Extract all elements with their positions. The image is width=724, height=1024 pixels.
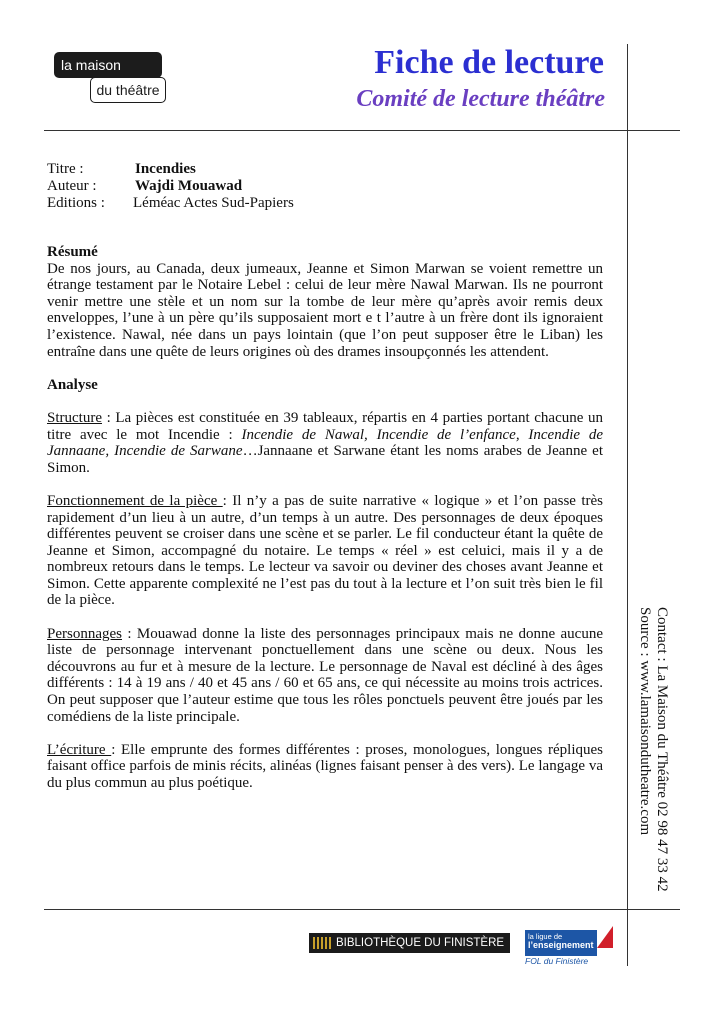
fol-text: FOL du Finistère: [525, 956, 589, 966]
vertical-divider: [627, 44, 628, 966]
side-contact-info: [636, 607, 670, 892]
logo-bottom-text: du théâtre: [90, 77, 166, 103]
page-title: Fiche de lecture: [374, 44, 604, 81]
red-flag-icon: [597, 926, 613, 948]
bibliotheque-finistere-logo: [309, 933, 510, 953]
ligue-enseignement-logo: [525, 926, 615, 966]
fonctionnement-label: Fonctionnement de la pièce: [47, 492, 223, 509]
resume-heading: Résumé: [47, 244, 98, 260]
structure-text-a: : La pièces est constituée en 39 tableaux, répartis en 4 parties portant chacune un titre avec le mot Incendie :: [47, 409, 603, 443]
resume-text: De nos jours, au Canada, deux jumeaux, Jeanne et Simon Marwan se voient remettre un étrange testament par le Notaire Lebel : celui de leur mère Nawal Marwan. Ils ne pourront venir mettre une stèle et un nom sur la tombe de leur mère qu’après avoir remis deux enveloppes, l’une à un père qu’ils supposaient mort e t l’autre à un frère dont ils ignoraient l’existence. Nawal, née dans un pays lointain (que l’on peut supposer être le Liban) les entraîne dans une quête de leurs origines où des drames insoupçonnés les attendent.: [47, 260, 603, 360]
editions-value: Léméac Actes Sud-Papiers: [133, 195, 294, 211]
structure-label: Structure: [47, 409, 102, 426]
personnages-paragraph: [47, 626, 603, 726]
personnages-text: : Mouawad donne la liste des personnages principaux mais ne donne aucune liste de personnage intervenant ponctuellement dans une scène ou deux. Nous les découvrons au fur et à mesure de la lecture. Le personnage de Naval est décliné à des âges différents : 14 à 19 ans / 40 et 45 ans / 60 et 65 ans, ce qui nécessite au moins trois actrices. On peut supposer que l’auteur estime que tous les rôles ponctuels peuvent être joués par les comédiens de la liste principale.: [47, 625, 603, 725]
structure-text-b: …Jannaane et Sarwane étant les noms arabes de Jeanne et Simon.: [47, 443, 604, 476]
biblio-text: BIBLIOTHÈQUE DU FINISTÈRE: [336, 937, 505, 949]
personnages-label: Personnages: [47, 625, 122, 642]
titre-value: Incendies: [135, 161, 196, 177]
page-subtitle: Comité de lecture théâtre: [356, 86, 605, 112]
auteur-value: Wajdi Mouawad: [135, 178, 243, 194]
auteur-label: Auteur :: [47, 178, 97, 194]
ecriture-text: : Elle emprunte des formes différentes : proses, monologues, longues répliques faisant office parfois de minis récits, alinéas (lignes faisant penser à des vers). Le langage va du plus commun au plus poétique.: [47, 741, 603, 791]
ligue-box: [525, 930, 597, 956]
maison-du-theatre-logo: [46, 46, 171, 112]
barcode-icon: [313, 937, 331, 949]
top-divider: [44, 130, 680, 131]
contact-line: Contact : La Maison du Théâtre 02 98 47 33 42: [654, 607, 670, 892]
ligue-big-text: l’enseignement: [528, 940, 594, 950]
review-body: [47, 244, 603, 792]
source-line: Source : www.lamaisondutheatre.com: [637, 607, 653, 836]
structure-paragraph: [47, 410, 603, 476]
bottom-divider: [44, 909, 680, 910]
fonctionnement-text: : Il n’y a pas de suite narrative « logique » et l’on passe très rapidement d’un lieu à un autre, d’un temps à un autre. Des personnages de deux époques différentes peuvent se croiser dans une scène et se parler. Le fil conducteur étant la quête de Jeanne et Simon, accompagné du notaire. Le temps « réel » est celuici, mais il y a de nombreux retours dans le temps. Le lecteur va savoir ou deviner des choses avant Jeanne et Simon. Cette apparente complexité ne l’est pas du tout à la lecture et l’on suit très bien le fil de la pièce.: [47, 492, 603, 609]
ecriture-label: L’écriture: [47, 741, 112, 758]
editions-label: Editions :: [47, 195, 105, 211]
ecriture-paragraph: [47, 742, 603, 792]
titre-label: Titre :: [47, 161, 84, 177]
logo-top-text: la maison: [54, 52, 162, 78]
fonctionnement-paragraph: [47, 493, 603, 609]
analyse-heading: Analyse: [47, 376, 98, 393]
ligue-small-text: la ligue de: [528, 932, 563, 941]
structure-titles: Incendie de Nawal, Incendie de l’enfance, Incendie de Jannaane, Incendie de Sarwane: [47, 426, 603, 460]
